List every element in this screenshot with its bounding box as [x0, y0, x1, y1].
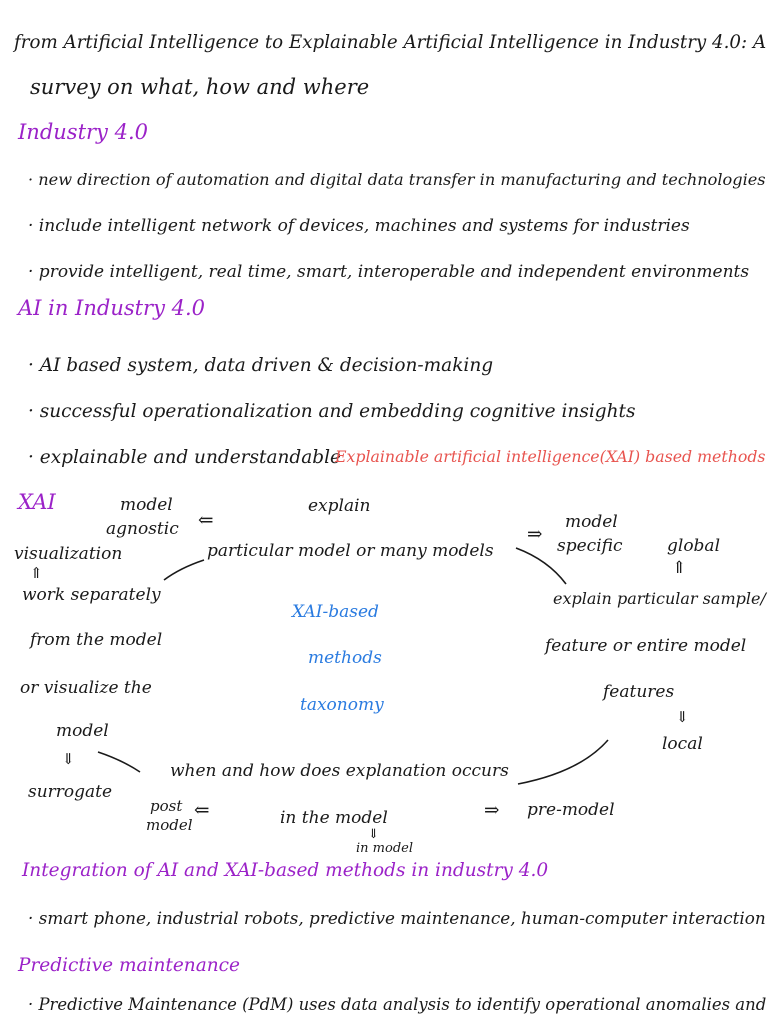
in-the-model-label: in the model: [280, 808, 388, 828]
industry-bullet-2: · include intelligent network of devices, machines and systems for industries: [28, 216, 690, 236]
industry-heading: Industry 4.0: [18, 120, 148, 144]
ai-bullet-1: · AI based system, data driven & decision-making: [28, 355, 494, 376]
taxonomy-line-1: XAI-based: [292, 602, 379, 622]
work-separately-line-1: work separately: [22, 585, 161, 605]
arrow-to-specific: ⇒: [527, 524, 543, 545]
post-model-line-1: post: [150, 797, 183, 815]
connector-surrogate: [98, 752, 140, 772]
connector-local: [518, 740, 608, 784]
ai-bullet-3: · explainable and understandable: [28, 447, 341, 468]
integration-heading: Integration of AI and XAI-based methods in industry 4.0: [22, 860, 549, 881]
xai-methods-note: Explainable artificial intelligence(XAI) based methods: [335, 447, 766, 466]
xai-heading: XAI: [18, 490, 56, 514]
particular-model-label: particular model or many models: [207, 541, 494, 561]
industry-bullet-3: · provide intelligent, real time, smart, interoperable and independent environments: [28, 262, 750, 282]
explain-label: explain: [308, 496, 371, 516]
title-line-2: survey on what, how and where: [30, 75, 370, 99]
integration-bullet: · smart phone, industrial robots, predictive maintenance, human-computer interaction: [28, 908, 766, 928]
arrow-down-surrogate: ⇓: [62, 750, 75, 768]
arrow-down-in-model: ⇓: [368, 827, 379, 842]
predictive-heading: Predictive maintenance: [18, 955, 240, 976]
model-label-left: model: [56, 721, 109, 741]
model-specific-line-2: specific: [557, 536, 623, 556]
pre-model-label: pre-model: [527, 800, 615, 820]
work-separately-line-3: or visualize the: [20, 678, 152, 698]
post-model-line-2: model: [146, 816, 193, 834]
title-line-1: from Artificial Intelligence to Explainable Artificial Intelligence in Industry 4.0: A: [14, 32, 767, 53]
arrow-down-local: ⇓: [676, 708, 689, 726]
ai-bullet-2: · successful operationalization and embedding cognitive insights: [28, 401, 636, 422]
explain-sample-line-2: feature or entire model: [545, 636, 747, 656]
taxonomy-line-3: taxonomy: [300, 695, 384, 715]
work-separately-line-2: from the model: [30, 630, 163, 650]
arrow-up-visualization: ⇑: [30, 564, 43, 582]
explain-sample-line-1: explain particular sample/: [553, 589, 766, 608]
connector-visualization: [164, 560, 204, 580]
features-label: features: [603, 682, 675, 702]
arrow-up-global: ⇑: [672, 558, 687, 578]
model-agnostic-line-1: model: [120, 495, 173, 515]
connector-global: [516, 548, 566, 584]
predictive-bullet: · Predictive Maintenance (PdM) uses data analysis to identify operational anomalies and: [28, 995, 767, 1014]
arrow-to-agnostic: ⇐: [198, 510, 214, 531]
when-how-label: when and how does explanation occurs: [170, 761, 509, 781]
global-label: global: [667, 536, 721, 556]
industry-bullet-1: · new direction of automation and digital data transfer in manufacturing and technologies: [28, 170, 766, 189]
arrow-to-pre: ⇒: [484, 800, 500, 821]
taxonomy-line-2: methods: [308, 648, 382, 668]
model-agnostic-line-2: agnostic: [106, 519, 179, 539]
local-label: local: [662, 734, 703, 754]
surrogate-label: surrogate: [28, 782, 113, 802]
model-specific-line-1: model: [565, 512, 618, 532]
visualization-label: visualization: [14, 544, 123, 564]
arrow-to-post: ⇐: [194, 800, 210, 821]
in-model-label: in model: [356, 841, 413, 856]
ai-industry-heading: AI in Industry 4.0: [18, 296, 206, 320]
